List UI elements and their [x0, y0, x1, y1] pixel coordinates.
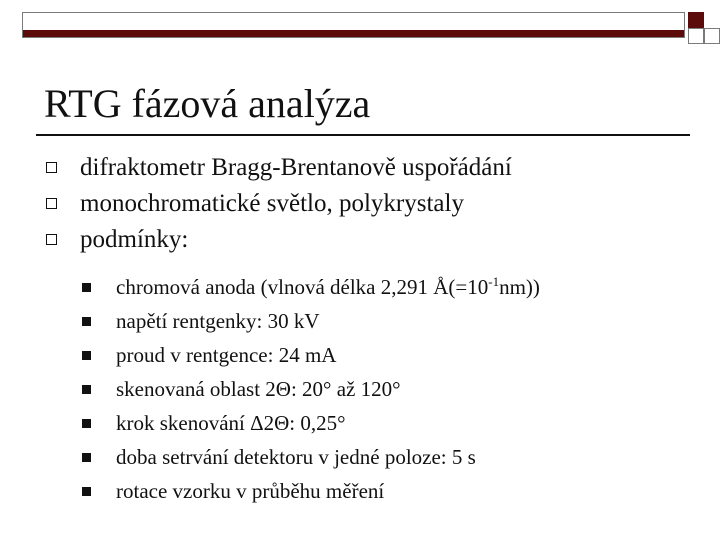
current-text: proud v rentgence: 24 mA — [116, 343, 337, 367]
filled-square-icon — [82, 283, 91, 292]
list-item — [82, 440, 540, 474]
header-decoration-band — [22, 12, 685, 38]
filled-square-icon — [82, 453, 91, 462]
filled-square-icon — [82, 419, 91, 428]
bullet-text: difraktometr Bragg-Brentanově uspořádání — [80, 154, 512, 181]
list-item — [82, 304, 540, 338]
anode-text: chromová anoda (vlnová délka 2,291 Å(=10 — [116, 275, 489, 299]
scan-range-text: skenovaná oblast 2Θ: 20° až 120° — [116, 377, 401, 401]
voltage-text: napětí rentgenky: 30 kV — [116, 309, 320, 333]
list-item — [46, 150, 512, 186]
hollow-square-icon — [46, 198, 57, 209]
slide-title: RTG fázová analýza — [44, 81, 371, 126]
anode-exponent: -1 — [488, 274, 500, 289]
corner-square-icon — [704, 28, 720, 44]
main-bullet-list — [46, 150, 512, 258]
list-item — [46, 222, 512, 258]
list-item — [82, 474, 540, 508]
list-item — [82, 338, 540, 372]
anode-suffix: nm)) — [499, 275, 540, 299]
list-item — [82, 372, 540, 406]
list-item — [82, 270, 540, 304]
bullet-text: monochromatické světlo, polykrystaly — [80, 190, 464, 217]
list-item — [82, 406, 540, 440]
title-divider — [36, 134, 690, 136]
bullet-text: podmínky: — [80, 226, 189, 253]
filled-square-icon — [82, 351, 91, 360]
step-text: krok skenování Δ2Θ: 0,25° — [116, 411, 346, 435]
list-item — [46, 186, 512, 222]
hollow-square-icon — [46, 234, 57, 245]
header-accent-line — [23, 30, 684, 37]
corner-square-icon — [688, 28, 704, 44]
hollow-square-icon — [46, 162, 57, 173]
corner-square-icon — [688, 12, 704, 28]
conditions-sub-list — [82, 270, 540, 508]
dwell-text: doba setrvání detektoru v jedné poloze: 5 s — [116, 445, 476, 469]
filled-square-icon — [82, 385, 91, 394]
filled-square-icon — [82, 487, 91, 496]
rotation-text: rotace vzorku v průběhu měření — [116, 479, 385, 503]
filled-square-icon — [82, 317, 91, 326]
